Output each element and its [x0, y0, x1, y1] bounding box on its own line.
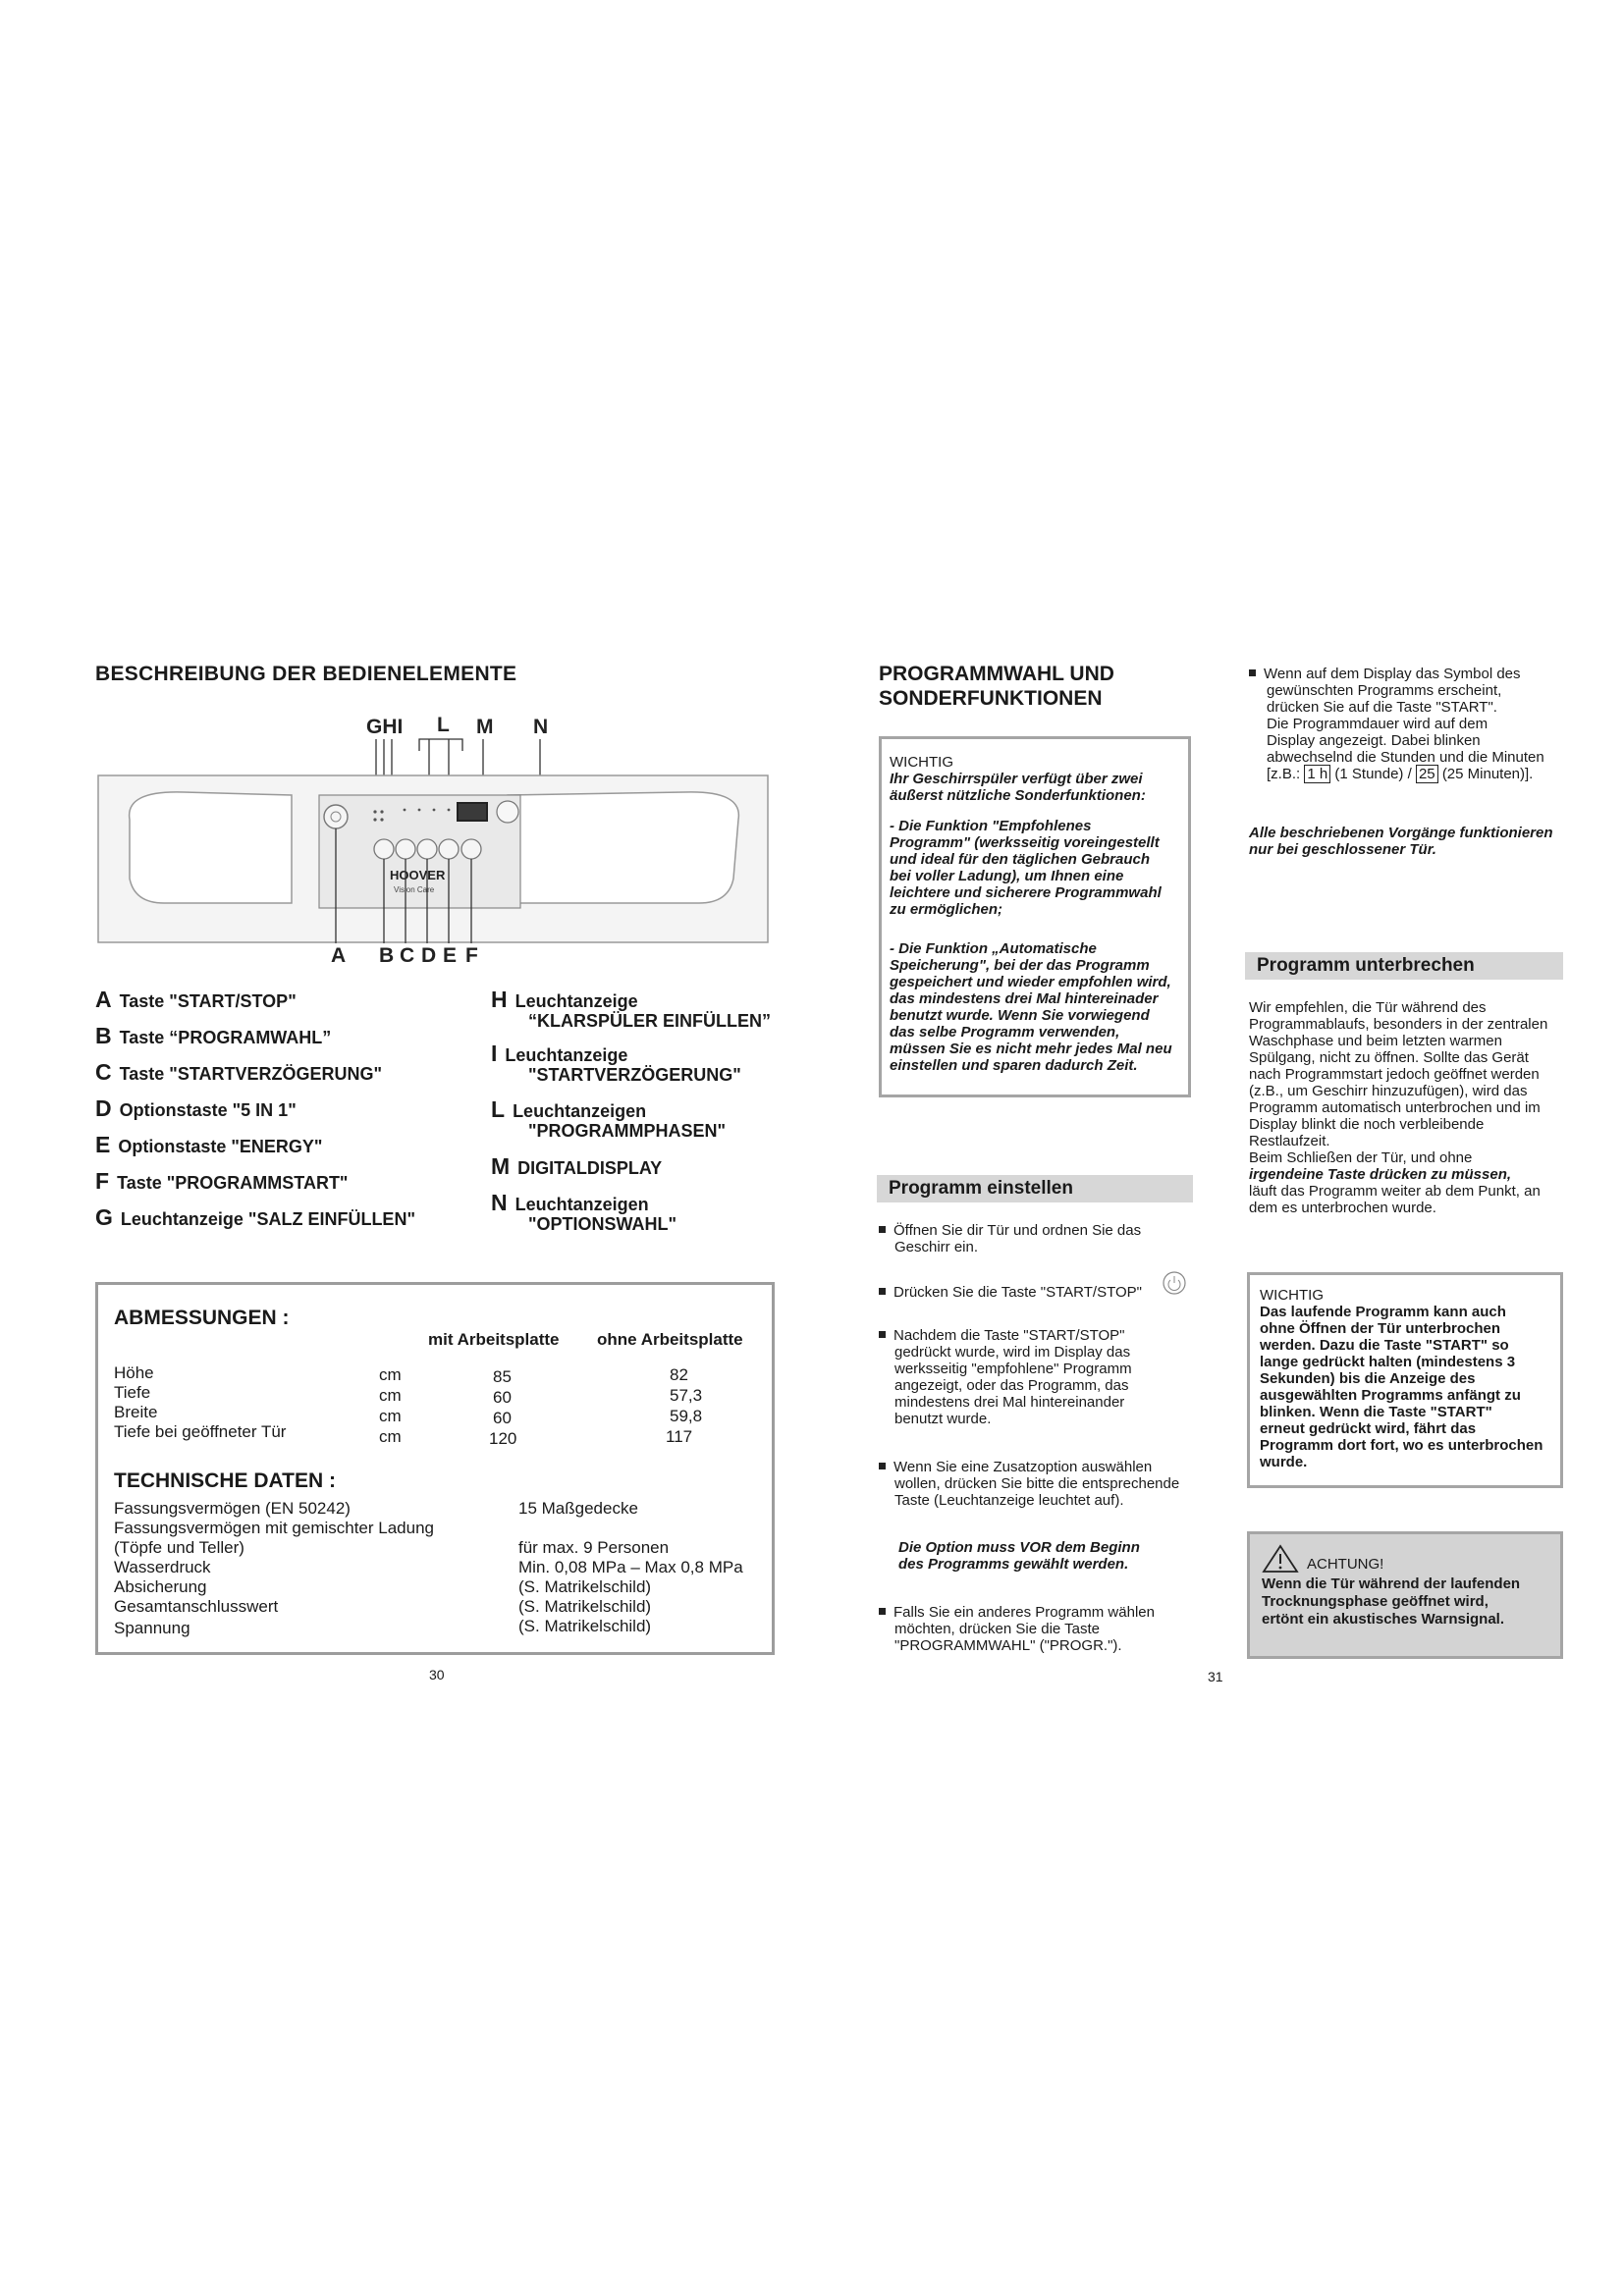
important-line: Programm" (werksseitig voreingestellt [890, 834, 1160, 851]
dim-without: 117 [666, 1427, 693, 1446]
important-line: - Die Funktion „Automatische [890, 940, 1097, 957]
option-5in1-button [417, 839, 437, 859]
tech-label: Gesamtanschlusswert [114, 1597, 279, 1616]
dimensions-title: ABMESSUNGEN : [114, 1307, 290, 1329]
legend-item-n: N Leuchtanzeigen [491, 1190, 649, 1215]
tech-label: Fassungsvermögen (EN 50242) [114, 1499, 351, 1518]
door-closed-note-cont: nur bei geschlossener Tür. [1249, 841, 1436, 858]
important-line: gespeichert und wieder empfohlen wird, [890, 974, 1171, 990]
option-energy-button [439, 839, 459, 859]
legend-item-i-detail: "STARTVERZÖGERUNG" [528, 1065, 741, 1085]
text-line: benutzt wurde. [894, 1411, 992, 1427]
door-closed-note: Alle beschriebenen Vorgänge funktionieren [1249, 825, 1553, 841]
legend-item-l-detail: "PROGRAMMPHASEN" [528, 1121, 727, 1141]
step-program-symbol: Wenn auf dem Display das Symbol des [1249, 666, 1521, 682]
important-line: bei voller Ladung), um Ihnen eine [890, 868, 1124, 884]
tech-value: für max. 9 Personen [518, 1538, 670, 1557]
technical-data-title: TECHNISCHE DATEN : [114, 1469, 336, 1492]
text-line: dem es unterbrochen wurde. [1249, 1200, 1436, 1216]
tech-label: Fassungsvermögen mit gemischter Ladung [114, 1519, 434, 1537]
text-line: angezeigt, oder das Programm, das [894, 1377, 1129, 1394]
programwahl-button [374, 839, 394, 859]
important-line: einstellen und sparen dadurch Zeit. [890, 1057, 1138, 1074]
start-stop-button [324, 805, 348, 828]
text-line: Programm automatisch unterbrochen und im [1249, 1099, 1541, 1116]
tech-label: Spannung [114, 1619, 190, 1637]
tech-label: (Töpfe und Teller) [114, 1538, 244, 1557]
label-e: E [443, 944, 458, 967]
dim-with: 60 [493, 1409, 512, 1427]
label-d: D [421, 944, 437, 967]
legend-item-n-detail: "OPTIONSWAHL" [528, 1214, 677, 1234]
text-line: gewünschten Programms erscheint, [1267, 682, 1502, 699]
text-line: werksseitig "empfohlene" Programm [894, 1361, 1132, 1377]
step-press-start-stop: Drücken Sie die Taste "START/STOP" [879, 1284, 1142, 1301]
text-line: drücken Sie auf die Taste "START". [1267, 699, 1497, 716]
legend-item-m: M DIGITALDISPLAY [491, 1153, 663, 1179]
bullet-icon [1249, 669, 1256, 676]
important-line: Programm dort fort, wo es unterbrochen [1260, 1437, 1543, 1454]
important-line: müssen Sie es nicht mehr jedes Mal neu [890, 1041, 1172, 1057]
option-note: Die Option muss VOR dem Beginn [898, 1539, 1140, 1556]
tech-label: Absicherung [114, 1577, 207, 1596]
legend-item-h-detail: “KLARSPÜLER EINFÜLLEN” [528, 1011, 771, 1031]
label-m: M [476, 716, 494, 738]
page-title-controls: BESCHREIBUNG DER BEDIENELEMENTE [95, 663, 517, 685]
important-line: wurde. [1260, 1454, 1308, 1470]
tech-label: Wasserdruck [114, 1558, 211, 1576]
label-n: N [533, 716, 549, 738]
bullet-icon [879, 1608, 886, 1615]
text-line: Restlaufzeit. [1249, 1133, 1330, 1149]
step-change-program: Falls Sie ein anderes Programm wählen [879, 1604, 1155, 1621]
page-title-program-line2: SONDERFUNKTIONEN [879, 687, 1103, 710]
legend-item-h: H Leuchtanzeige [491, 987, 638, 1012]
important-line: ohne Öffnen der Tür unterbrochen [1260, 1320, 1501, 1337]
legend-item-d: D Optionstaste "5 IN 1" [95, 1095, 297, 1121]
page-number-left: 30 [429, 1667, 445, 1682]
text-line: wollen, drücken Sie bitte die entsprechende [894, 1475, 1180, 1492]
control-panel-illustration [95, 712, 773, 967]
text-line: Waschphase und beim letzten warmen [1249, 1033, 1502, 1049]
important-line: benutzt wurde. Wenn Sie vorwiegend [890, 1007, 1150, 1024]
text-line: Wir empfehlen, die Tür während des [1249, 999, 1487, 1016]
legend-item-e: E Optionstaste "ENERGY" [95, 1132, 323, 1157]
text-line: Display angezeigt. Dabei blinken [1267, 732, 1481, 749]
programmstart-button [461, 839, 481, 859]
dim-without: 57,3 [670, 1386, 703, 1405]
important-line: Das laufende Programm kann auch [1260, 1304, 1506, 1320]
section-heading-program-interrupt: Programm unterbrechen [1245, 952, 1563, 980]
text-line: (z.B., um Geschirr hinzuzufügen), wird das [1249, 1083, 1528, 1099]
dim-unit: cm [379, 1427, 402, 1446]
dim-label: Tiefe [114, 1383, 151, 1402]
sub-brand-text: Vision Care [394, 885, 435, 894]
column-without-worktop: ohne Arbeitsplatte [597, 1330, 743, 1349]
important-line: Ihr Geschirrspüler verfügt über zwei [890, 771, 1143, 787]
label-c: C [400, 944, 415, 967]
display-hour-example: 1 h [1304, 765, 1330, 783]
dim-label: Höhe [114, 1363, 154, 1382]
legend-item-i: I Leuchtanzeige [491, 1041, 628, 1066]
dim-without: 82 [670, 1365, 688, 1384]
warning-triangle-icon [1262, 1544, 1299, 1574]
bullet-icon [879, 1463, 886, 1469]
text-line: "PROGRAMMWAHL" ("PROGR."). [894, 1637, 1122, 1654]
start-stop-icon [1162, 1270, 1187, 1296]
warning-line: Trocknungsphase geöffnet wird, [1262, 1593, 1489, 1610]
display-example: [z.B.: 1 h (1 Stunde) / 25 (25 Minuten)]. [1267, 766, 1534, 782]
specifications-box [95, 1282, 775, 1655]
warning-box [1247, 1531, 1563, 1659]
page-number-right: 31 [1208, 1669, 1223, 1684]
bullet-icon [879, 1331, 886, 1338]
step-after-start: Nachdem die Taste "START/STOP" [879, 1327, 1124, 1344]
important-line: ausgewählten Programms anfängt zu [1260, 1387, 1521, 1404]
important-line: erneut gedrückt wird, fährt das [1260, 1420, 1477, 1437]
dim-unit: cm [379, 1365, 402, 1384]
tech-value: (S. Matrikelschild) [518, 1577, 652, 1596]
step-open-door-cont: Geschirr ein. [894, 1239, 979, 1255]
legend-item-c: C Taste "STARTVERZÖGERUNG" [95, 1059, 383, 1085]
dim-with: 120 [489, 1429, 517, 1448]
important-line: leichtere und sicherere Programmwahl [890, 884, 1162, 901]
text-line: Beim Schließen der Tür, und ohne [1249, 1149, 1473, 1166]
text-line: Taste (Leuchtanzeige leuchtet auf). [894, 1492, 1124, 1509]
warning-line: ertönt ein akustisches Warnsignal. [1262, 1611, 1505, 1628]
important-box-interrupt [1247, 1272, 1563, 1488]
brand-text: HOOVER [390, 868, 446, 882]
text-line: abwechselnd die Stunden und die Minuten [1267, 749, 1544, 766]
hoover-logo-circle [497, 801, 518, 823]
important-line: Sekunden) bis die Anzeige des [1260, 1370, 1476, 1387]
important-line: äußerst nützliche Sonderfunktionen: [890, 787, 1146, 804]
option-note-cont: des Programms gewählt werden. [898, 1556, 1129, 1573]
label-ghi: GHI [366, 716, 404, 738]
label-a: A [331, 944, 347, 967]
important-heading: WICHTIG [890, 754, 953, 771]
dim-with: 85 [493, 1367, 512, 1386]
important-line: zu ermöglichen; [890, 901, 1003, 918]
important-line: Speicherung", bei der das Programm [890, 957, 1150, 974]
text-line: Die Programmdauer wird auf dem [1267, 716, 1489, 732]
text-line: Display blinkt die noch verbleibende [1249, 1116, 1485, 1133]
text-line: Programmablaufs, besonders in der zentralen [1249, 1016, 1548, 1033]
text-line: möchten, drücken Sie die Taste [894, 1621, 1101, 1637]
text-line: läuft das Programm weiter ab dem Punkt, an [1249, 1183, 1541, 1200]
important-line: blinken. Wenn die Taste "START" [1260, 1404, 1492, 1420]
startverzoegerung-button [396, 839, 415, 859]
dim-unit: cm [379, 1407, 402, 1425]
dim-without: 59,8 [670, 1407, 703, 1425]
label-f: F [465, 944, 478, 967]
bullet-icon [879, 1288, 886, 1295]
legend-item-a: A Taste "START/STOP" [95, 987, 297, 1012]
warning-heading: ACHTUNG! [1307, 1556, 1384, 1573]
page-title-program: PROGRAMMWAHL UND [879, 663, 1114, 685]
legend-item-b: B Taste “PROGRAMWAHL” [95, 1023, 332, 1048]
tech-value: (S. Matrikelschild) [518, 1597, 652, 1616]
text-line: gedrückt wurde, wird im Display das [894, 1344, 1131, 1361]
legend-item-g: G Leuchtanzeige "SALZ EINFÜLLEN" [95, 1204, 415, 1230]
column-with-worktop: mit Arbeitsplatte [428, 1330, 560, 1349]
important-heading: WICHTIG [1260, 1287, 1324, 1304]
legend-item-l: L Leuchtanzeigen [491, 1096, 647, 1122]
dim-label: Breite [114, 1403, 158, 1421]
tech-value: Min. 0,08 MPa – Max 0,8 MPa [518, 1558, 743, 1576]
legend-item-f: F Taste "PROGRAMMSTART" [95, 1168, 349, 1194]
text-line: mindestens drei Mal hintereinander [894, 1394, 1125, 1411]
tech-value: (S. Matrikelschild) [518, 1617, 652, 1635]
text-line: Spülgang, nicht zu öffnen. Sollte das Gerät [1249, 1049, 1529, 1066]
step-open-door: Öffnen Sie dir Tür und ordnen Sie das [879, 1222, 1141, 1239]
label-b: B [379, 944, 395, 967]
text-line: nach Programmstart jedoch geöffnet werden [1249, 1066, 1540, 1083]
important-line: - Die Funktion "Empfohlenes [890, 818, 1092, 834]
tech-value: 15 Maßgedecke [518, 1499, 638, 1518]
dim-with: 60 [493, 1388, 512, 1407]
dim-label: Tiefe bei geöffneter Tür [114, 1422, 287, 1441]
label-l: L [437, 714, 450, 736]
bullet-icon [879, 1226, 886, 1233]
important-line: und ideal für den täglichen Gebrauch [890, 851, 1151, 868]
section-heading-program-setting: Programm einstellen [877, 1175, 1193, 1202]
important-line: das mindestens drei Mal hintereinader [890, 990, 1159, 1007]
dim-unit: cm [379, 1386, 402, 1405]
text-line: irgendeine Taste drücken zu müssen, [1249, 1166, 1512, 1183]
step-add-option: Wenn Sie eine Zusatzoption auswählen [879, 1459, 1152, 1475]
display-minute-example: 25 [1416, 765, 1438, 783]
important-line: das selbe Programm verwenden, [890, 1024, 1120, 1041]
important-line: lange gedrückt halten (mindestens 3 [1260, 1354, 1516, 1370]
warning-line: Wenn die Tür während der laufenden [1262, 1575, 1521, 1592]
important-box-functions [879, 736, 1191, 1097]
important-line: werden. Dazu die Taste "START" so [1260, 1337, 1509, 1354]
